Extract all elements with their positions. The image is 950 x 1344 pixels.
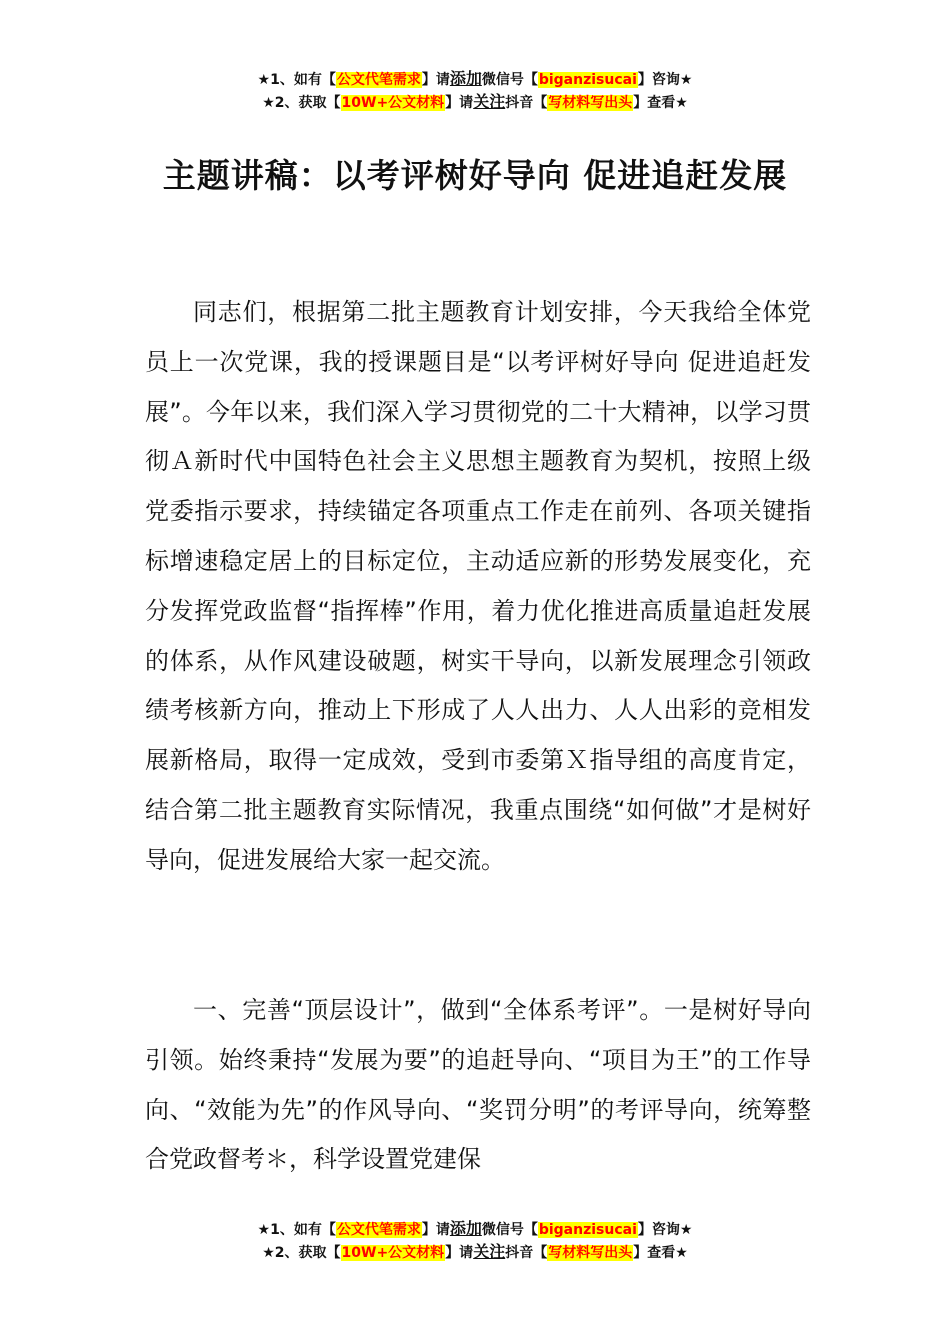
promo-highlight: 写材料写出头 xyxy=(548,1245,633,1261)
promo-banner-bottom xyxy=(0,1218,950,1264)
promo-text: 】咨询★ xyxy=(637,72,693,88)
promo-text: 抖音【 xyxy=(505,1245,548,1261)
promo-text: ★1、如有【 xyxy=(257,1222,336,1238)
promo-highlight: biganzisucai xyxy=(538,1222,637,1238)
promo-highlight: 写材料写出头 xyxy=(548,95,633,111)
promo-text: ★1、如有【 xyxy=(257,72,336,88)
promo-text: 】查看★ xyxy=(633,1245,688,1261)
promo-highlight: 公文代笔需求 xyxy=(336,72,421,88)
promo-line-2 xyxy=(0,1241,950,1264)
promo-text: 微信号【 xyxy=(481,72,538,88)
promo-line-1 xyxy=(0,1218,950,1241)
promo-emphasis: 添加 xyxy=(449,69,482,88)
promo-highlight: 公文代笔需求 xyxy=(336,1222,421,1238)
promo-text: 】请 xyxy=(445,1245,474,1261)
paragraph-intro: 同志们，根据第二批主题教育计划安排，今天我给全体党员上一次党课，我的授课题目是“以考评树好导向 促进追赶发展”。今年以来，我们深入学习贯彻党的二十大精神，以学习贯彻Ａ新时代中国特色社会主义思想主题教育为契机，按照上级党委指示要求，持续锚定各项重点工作走在前列、各项关键指标增速稳定居上的目标定位，主动适应新的形势发展变化，充分发挥党政监督“指挥棒”作用，着力优化推进高质量追赶发展的体系，从作风建设破题，树实干导向，以新发展理念引领政绩考核新方向，推动上下形成了人人出力、人人出彩的竞相发展新格局，取得一定成效，受到市委第Ｘ指导组的高度肯定，结合第二批主题教育实际情况，我重点围绕“如何做”才是树好导向，促进发展给大家一起交流。 xyxy=(145,298,811,874)
promo-line-2 xyxy=(0,91,950,114)
promo-highlight: biganzisucai xyxy=(538,72,637,88)
paragraph-section-one: 一、完善“顶层设计”，做到“全体系考评”。一是树好导向引领。始终秉持“发展为要”的追赶导向、“项目为王”的工作导向、“效能为先”的作风导向、“奖罚分明”的考评导向，统筹整合党政督考＊，科学设置党建保 xyxy=(145,996,811,1174)
promo-emphasis: 关注 xyxy=(473,1242,506,1261)
promo-line-1 xyxy=(0,68,950,91)
promo-highlight: 10W+公文材料 xyxy=(341,1245,445,1261)
promo-emphasis: 添加 xyxy=(449,1219,482,1238)
promo-text: 】请 xyxy=(421,72,450,88)
promo-emphasis: 关注 xyxy=(473,92,506,111)
promo-text: 抖音【 xyxy=(505,95,548,111)
document-title: 主题讲稿：以考评树好导向 促进追赶发展 xyxy=(162,156,788,195)
promo-text: 】请 xyxy=(421,1222,450,1238)
promo-text: 微信号【 xyxy=(481,1222,538,1238)
promo-text: ★2、获取【 xyxy=(262,95,341,111)
promo-highlight: 10W+公文材料 xyxy=(341,95,445,111)
promo-text: 】查看★ xyxy=(633,95,688,111)
promo-banner-top xyxy=(0,68,950,114)
promo-text: ★2、获取【 xyxy=(262,1245,341,1261)
promo-text: 】请 xyxy=(445,95,474,111)
promo-text: 】咨询★ xyxy=(637,1222,693,1238)
